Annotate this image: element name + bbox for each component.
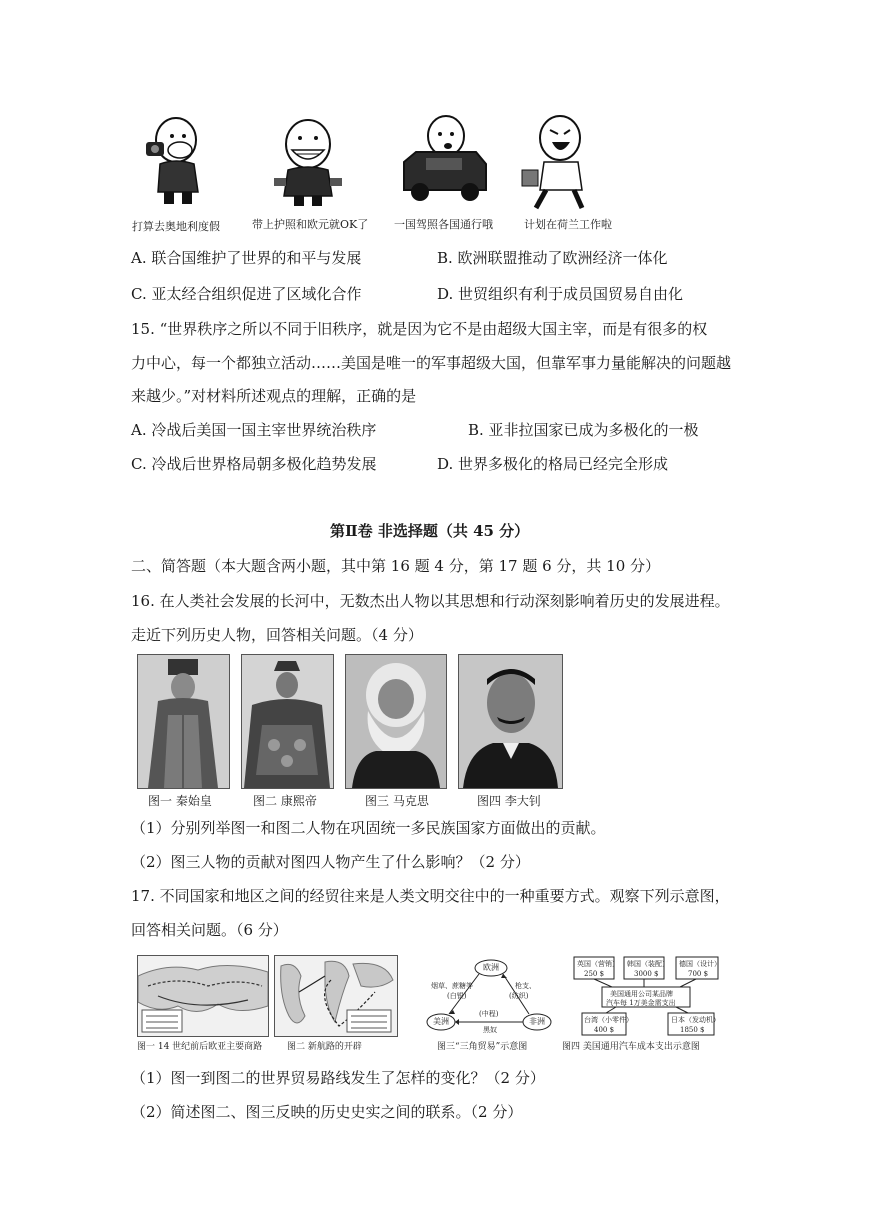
cartoon-caption: 一国驾照各国通行哦 — [394, 218, 493, 231]
q14-option-c: C. 亚太经合组织促进了区域化合作 — [131, 285, 362, 303]
cost-tw-value: 400 $ — [594, 1026, 615, 1034]
portrait-kangxi — [241, 654, 334, 789]
part-title: 二、简答题（本大题含两小题，其中第 16 题 4 分，第 17 题 6 分，共 10 分） — [131, 557, 661, 575]
triangle-label-right: 枪支、 — [515, 982, 536, 990]
q15-option-b: B. 亚非拉国家已成为多极化的一极 — [468, 421, 699, 439]
cartoon-running-image — [516, 112, 606, 212]
portrait-caption: 图二 康熙帝 — [253, 794, 317, 808]
triangle-label-right2: (纺织) — [509, 992, 529, 1000]
triangle-label-left2: (白银) — [447, 992, 467, 1000]
fig1-caption: 图一 14 世纪前后欧亚主要商路 — [137, 1042, 263, 1052]
q15-option-d: D. 世界多极化的格局已经完全形成 — [437, 455, 669, 473]
triangle-node-africa: 非洲 — [529, 1017, 545, 1026]
cartoon-grin-image — [268, 114, 348, 209]
cartoon-caption: 带上护照和欧元就OK了 — [252, 218, 369, 231]
triangle-label-bottom: (中程) — [479, 1010, 499, 1018]
q15-stem-line3: 来越少。”对材料所述观点的理解，正确的是 — [131, 387, 417, 405]
q15-option-a: A. 冷战后美国一国主宰世界统治秩序 — [131, 421, 377, 439]
cost-tw: 台湾（小零件） — [584, 1016, 633, 1024]
q15-option-c: C. 冷战后世界格局朝多极化趋势发展 — [131, 455, 377, 473]
cost-center-line2: 汽车每 1万美金需支出 — [606, 999, 676, 1007]
map-eurasia-trade-routes — [137, 955, 269, 1037]
fig2-caption: 图二 新航路的开辟 — [287, 1042, 362, 1052]
cost-jp: 日本（发动机） — [671, 1016, 720, 1024]
q16-stem-line1: 16. 在人类社会发展的长河中，无数杰出人物以其思想和行动深刻影响着历史的发展进程。 — [131, 592, 730, 610]
cartoon-caption: 打算去奥地利度假 — [132, 220, 220, 233]
cartoon-camera-image — [138, 112, 218, 207]
triangle-label-bottom2: 黑奴 — [483, 1026, 497, 1034]
portrait-marx — [345, 654, 447, 789]
cartoon-strip — [128, 112, 628, 237]
cost-kr-value: 3000 $ — [634, 970, 659, 978]
q16-stem-line2: 走近下列历史人物，回答相关问题。（4 分） — [131, 626, 423, 644]
q16-sub2: （2）图三人物的贡献对图四人物产生了什么影响？（2 分） — [131, 853, 530, 871]
cost-uk-value: 250 $ — [584, 970, 605, 978]
triangle-node-europe: 欧洲 — [483, 963, 499, 972]
triangle-label-left: 烟草、蔗糖等 — [431, 982, 473, 990]
portrait-caption: 图四 李大钊 — [477, 794, 541, 808]
cost-de: 德国（设计） — [679, 960, 721, 968]
triangle-node-america: 美洲 — [433, 1017, 449, 1026]
cost-de-value: 700 $ — [688, 970, 709, 978]
cost-center-line1: 美国通用公司某品牌 — [610, 990, 673, 998]
q17-sub1: （1）图一到图二的世界贸易路线发生了怎样的变化？（2 分） — [131, 1069, 545, 1087]
map-new-sea-routes — [274, 955, 398, 1037]
q14-option-a: A. 联合国维护了世界的和平与发展 — [131, 249, 362, 267]
q14-option-d: D. 世贸组织有利于成员国贸易自由化 — [437, 285, 684, 303]
portrait-qinshihuang — [137, 654, 230, 789]
q17-stem-line1: 17. 不同国家和地区之间的经贸往来是人类文明交往中的一种重要方式。观察下列示意图， — [131, 887, 730, 905]
cost-kr: 韩国（装配） — [627, 960, 669, 968]
section-title: 第Ⅱ卷 非选择题（共 45 分） — [330, 522, 530, 540]
q15-stem-line1: 15. “世界秩序之所以不同于旧秩序，就是因为它不是由超级大国主宰，而是有很多的权 — [131, 320, 708, 338]
portrait-caption: 图三 马克思 — [365, 794, 429, 808]
cartoon-caption: 计划在荷兰工作啦 — [524, 218, 612, 231]
gm-cost-diagram — [572, 955, 722, 1037]
triangle-trade-diagram — [425, 958, 555, 1036]
cartoon-car-image — [396, 112, 491, 207]
cost-uk: 英国（营销） — [577, 960, 619, 968]
portrait-caption: 图一 秦始皇 — [148, 794, 212, 808]
q17-sub2: （2）简述图二、图三反映的历史史实之间的联系。（2 分） — [131, 1103, 523, 1121]
q14-option-b: B. 欧洲联盟推动了欧洲经济一体化 — [437, 249, 668, 267]
q16-sub1: （1）分别列举图一和图二人物在巩固统一多民族国家方面做出的贡献。 — [131, 819, 606, 837]
cost-jp-value: 1850 $ — [680, 1026, 705, 1034]
q17-stem-line2: 回答相关问题。（6 分） — [131, 921, 288, 939]
portrait-lidazhao — [458, 654, 563, 789]
q15-stem-line2: 力中心，每一个都独立活动……美国是唯一的军事超级大国，但靠军事力量能解决的问题越 — [131, 354, 732, 372]
fig3-caption: 图三“三角贸易”示意图 — [437, 1042, 528, 1052]
fig4-caption: 图四 美国通用汽车成本支出示意图 — [562, 1042, 700, 1052]
